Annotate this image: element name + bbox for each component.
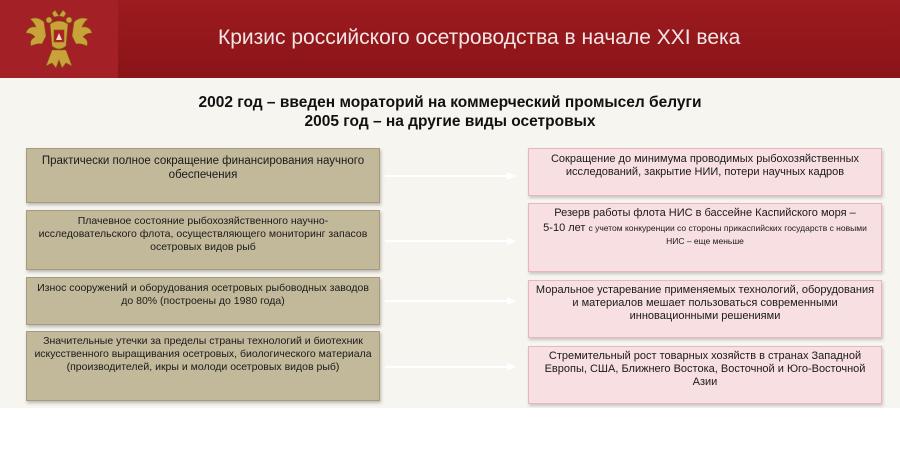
effect-box-2-main: Резерв работы флота НИС в бассейне Каспийского моря – [554,207,856,219]
effect-box-2-years: 5-10 лет [543,222,586,234]
effect-box-2-detail [535,222,875,248]
cause-box-1: Практически полное сокращение финансирования научного обеспечения [26,148,380,203]
arrow-4 [385,362,517,372]
page-title: Кризис российского осетроводства в начале XXI века [218,26,741,49]
headline-line-2: 2005 год – на другие виды осетровых [304,113,596,130]
headline-line-1: 2002 год – введен мораторий на коммерческий промысел белуги [198,94,702,111]
cause-box-4: Значительные утечки за пределы страны технологий и биотехник искусственного выращивания осетровых, биологического материала (производителей, икры и молоди осетровых видов рыб) [26,331,380,401]
effect-box-2-note: с учетом конкуренции со стороны прикаспийских государств с новыми НИС – еще меньше [588,223,867,246]
header-bar [0,0,900,78]
cause-box-3: Износ сооружений и оборудования осетровых рыбоводных заводов до 80% (построены до 1980 года) [26,277,380,325]
arrow-2 [385,236,517,246]
effect-box-1: Сокращение до минимума проводимых рыбохозяйственных исследований, закрытие НИИ, потери научных кадров [528,148,882,196]
cause-box-2: Плачевное состояние рыбохозяйственного научно-исследовательского флота, осуществляющего мониторинг запасов осетровых видов рыб [26,210,380,270]
arrow-3 [385,296,517,306]
effect-box-3: Моральное устаревание применяемых технологий, оборудования и материалов мешает пользоваться современными инновационными решениями [528,280,882,338]
emblem [0,0,118,78]
effect-box-2 [528,203,882,272]
effect-box-4: Стремительный рост товарных хозяйств в странах Западной Европы, США, Ближнего Востока, Восточной и Юго-Восточной Азии [528,346,882,404]
arrow-1 [385,171,517,181]
double-headed-eagle-icon [0,0,118,78]
